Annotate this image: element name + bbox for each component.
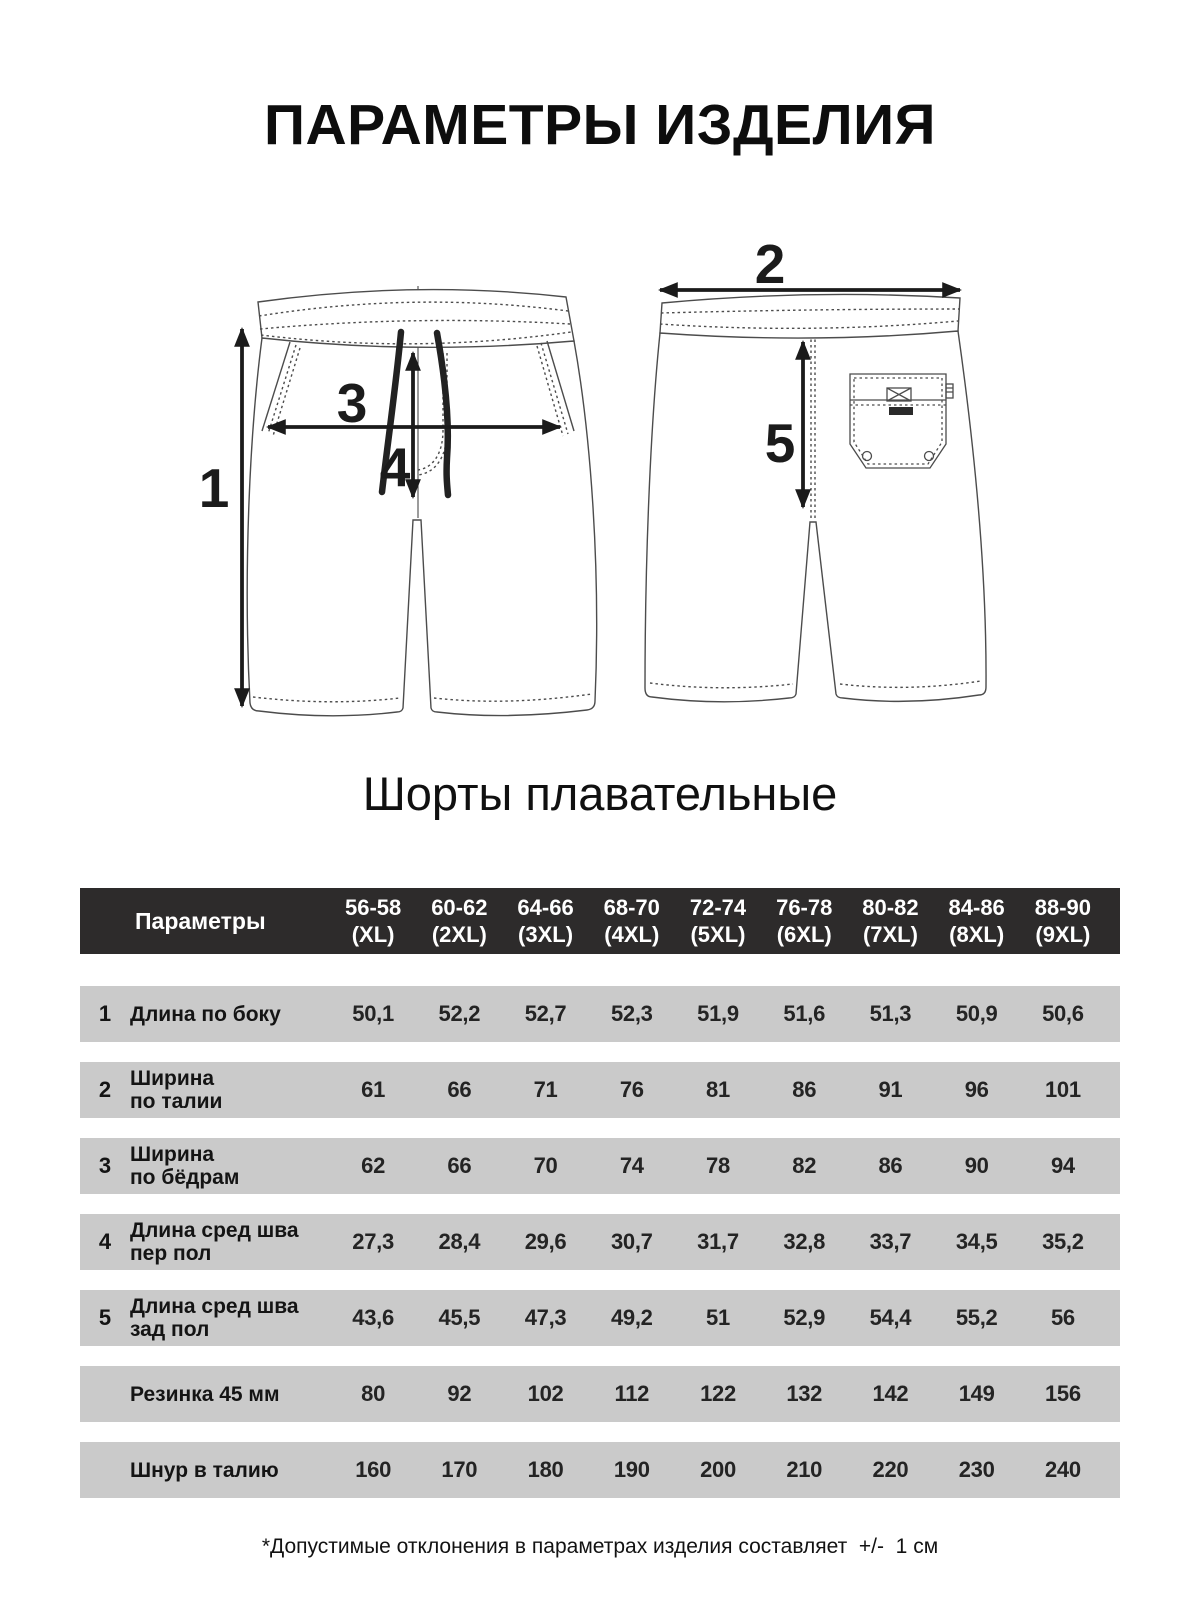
cell-value: 43,6: [352, 1305, 394, 1330]
cell-value: 55,2: [955, 1305, 998, 1330]
table-row: [80, 1214, 1120, 1270]
row-label: Шнур в талию: [130, 1458, 279, 1482]
cell-value: 86: [878, 1153, 903, 1178]
cell-value: 92: [447, 1381, 472, 1406]
cell-value: 34,5: [955, 1229, 998, 1254]
cell-value: 112: [614, 1381, 650, 1406]
cell-value: 45,5: [438, 1305, 481, 1330]
cell-value: 96: [964, 1077, 989, 1102]
cell-value: 27,3: [352, 1229, 394, 1254]
cell-value: 90: [964, 1153, 989, 1178]
cell-value: 160: [355, 1457, 392, 1482]
cell-value: 81: [706, 1077, 730, 1102]
cell-value: 132: [786, 1381, 823, 1406]
cell-value: 47,3: [524, 1305, 567, 1330]
row-number: 4: [98, 1229, 112, 1254]
cell-value: 52,3: [610, 1001, 653, 1026]
cell-value: 66: [447, 1077, 472, 1102]
cell-value: 51,6: [783, 1001, 826, 1026]
back-view-drawing: [645, 294, 986, 701]
cell-value: 142: [872, 1381, 909, 1406]
cell-value: 56: [1050, 1305, 1075, 1330]
size-table: [80, 888, 1120, 1498]
size-column-header: 64-66 (3XL): [517, 895, 574, 947]
row-label: Ширина по талии: [130, 1067, 223, 1113]
table-header-row: [80, 888, 1120, 954]
cell-value: 50,6: [1042, 1001, 1084, 1026]
cell-value: 32,8: [783, 1229, 826, 1254]
cell-value: 86: [792, 1077, 817, 1102]
table-row: [80, 1138, 1120, 1194]
cell-value: 74: [619, 1153, 644, 1178]
row-number: 2: [98, 1077, 112, 1102]
front-body-outline: [247, 338, 596, 716]
front-view-drawing: [247, 286, 596, 716]
row-label: Длина по боку: [130, 1002, 281, 1026]
cell-value: 149: [958, 1381, 995, 1406]
cell-value: 49,2: [610, 1305, 653, 1330]
cell-value: 61: [361, 1077, 386, 1102]
size-column-header: 76-78 (6XL): [776, 895, 833, 947]
back-waistband: [660, 294, 960, 338]
cell-value: 240: [1044, 1457, 1081, 1482]
row-label: Длина сред шва зад пол: [130, 1295, 299, 1341]
cell-value: 91: [878, 1077, 903, 1102]
size-column-header: 80-82 (7XL): [862, 895, 919, 947]
table-row: [80, 1062, 1120, 1118]
pocket-velcro: [889, 407, 913, 415]
cell-value: 52,7: [524, 1001, 567, 1026]
cell-value: 52,9: [783, 1305, 826, 1330]
size-column-header: 84-86 (8XL): [948, 895, 1005, 947]
cell-value: 102: [527, 1381, 564, 1406]
table-row: [80, 1442, 1120, 1498]
table-rows: [80, 986, 1120, 1498]
cell-value: 70: [533, 1153, 558, 1178]
cell-value: 33,7: [869, 1229, 912, 1254]
cell-value: 80: [361, 1381, 386, 1406]
cell-value: 50,1: [352, 1001, 394, 1026]
cell-value: 170: [441, 1457, 478, 1482]
measure-label-4: 4: [379, 436, 411, 498]
cell-value: 122: [700, 1381, 736, 1406]
cell-value: 35,2: [1042, 1229, 1084, 1254]
measure-label-5: 5: [764, 412, 796, 474]
cell-value: 71: [533, 1077, 558, 1102]
measure-label-2: 2: [754, 233, 786, 295]
cell-value: 52,2: [438, 1001, 481, 1026]
cell-value: 230: [958, 1457, 995, 1482]
cell-value: 82: [792, 1153, 817, 1178]
row-label: Длина сред шва пер пол: [130, 1219, 299, 1265]
cell-value: 28,4: [438, 1229, 481, 1254]
row-number: 1: [98, 1001, 112, 1026]
size-column-header: 56-58 (XL): [344, 895, 402, 947]
front-waistband: [258, 290, 574, 348]
cell-value: 220: [872, 1457, 909, 1482]
cell-value: 62: [361, 1153, 386, 1178]
size-column-header: 88-90 (9XL): [1034, 895, 1092, 947]
row-label: Резинка 45 мм: [130, 1382, 280, 1406]
cell-value: 29,6: [524, 1229, 567, 1254]
row-number: 5: [98, 1305, 112, 1330]
tolerance-footnote: *Допустимые отклонения в параметрах изделия составляет +/- 1 см: [261, 1535, 939, 1558]
cell-value: 76: [619, 1077, 644, 1102]
cell-value: 156: [1044, 1381, 1081, 1406]
cell-value: 51,3: [869, 1001, 912, 1026]
table-row: [80, 986, 1120, 1042]
cell-value: 78: [706, 1153, 730, 1178]
row-number: 3: [98, 1153, 112, 1178]
param-column-header: Параметры: [135, 907, 266, 934]
row-label: Ширина по бёдрам: [130, 1143, 240, 1189]
back-pocket: [850, 374, 953, 468]
size-column-header: 68-70 (4XL): [603, 895, 660, 947]
measure-label-1: 1: [198, 457, 230, 519]
measure-label-3: 3: [336, 372, 368, 434]
cell-value: 190: [613, 1457, 650, 1482]
product-drawing: [150, 225, 1050, 735]
cell-value: 51: [706, 1305, 730, 1330]
cell-value: 200: [700, 1457, 736, 1482]
cell-value: 180: [527, 1457, 564, 1482]
product-name: Шорты плавательные: [362, 767, 838, 820]
cell-value: 31,7: [697, 1229, 739, 1254]
table-row: [80, 1366, 1120, 1422]
cell-value: 101: [1044, 1077, 1081, 1102]
page-title: ПАРАМЕТРЫ ИЗДЕЛИЯ: [263, 93, 936, 157]
cell-value: 50,9: [955, 1001, 998, 1026]
cell-value: 94: [1050, 1153, 1075, 1178]
cell-value: 30,7: [610, 1229, 653, 1254]
cell-value: 54,4: [869, 1305, 912, 1330]
table-row: [80, 1290, 1120, 1346]
size-column-header: 60-62 (2XL): [431, 895, 488, 947]
cell-value: 66: [447, 1153, 472, 1178]
cell-value: 210: [786, 1457, 823, 1482]
size-column-header: 72-74 (5XL): [689, 895, 747, 947]
cell-value: 51,9: [697, 1001, 739, 1026]
